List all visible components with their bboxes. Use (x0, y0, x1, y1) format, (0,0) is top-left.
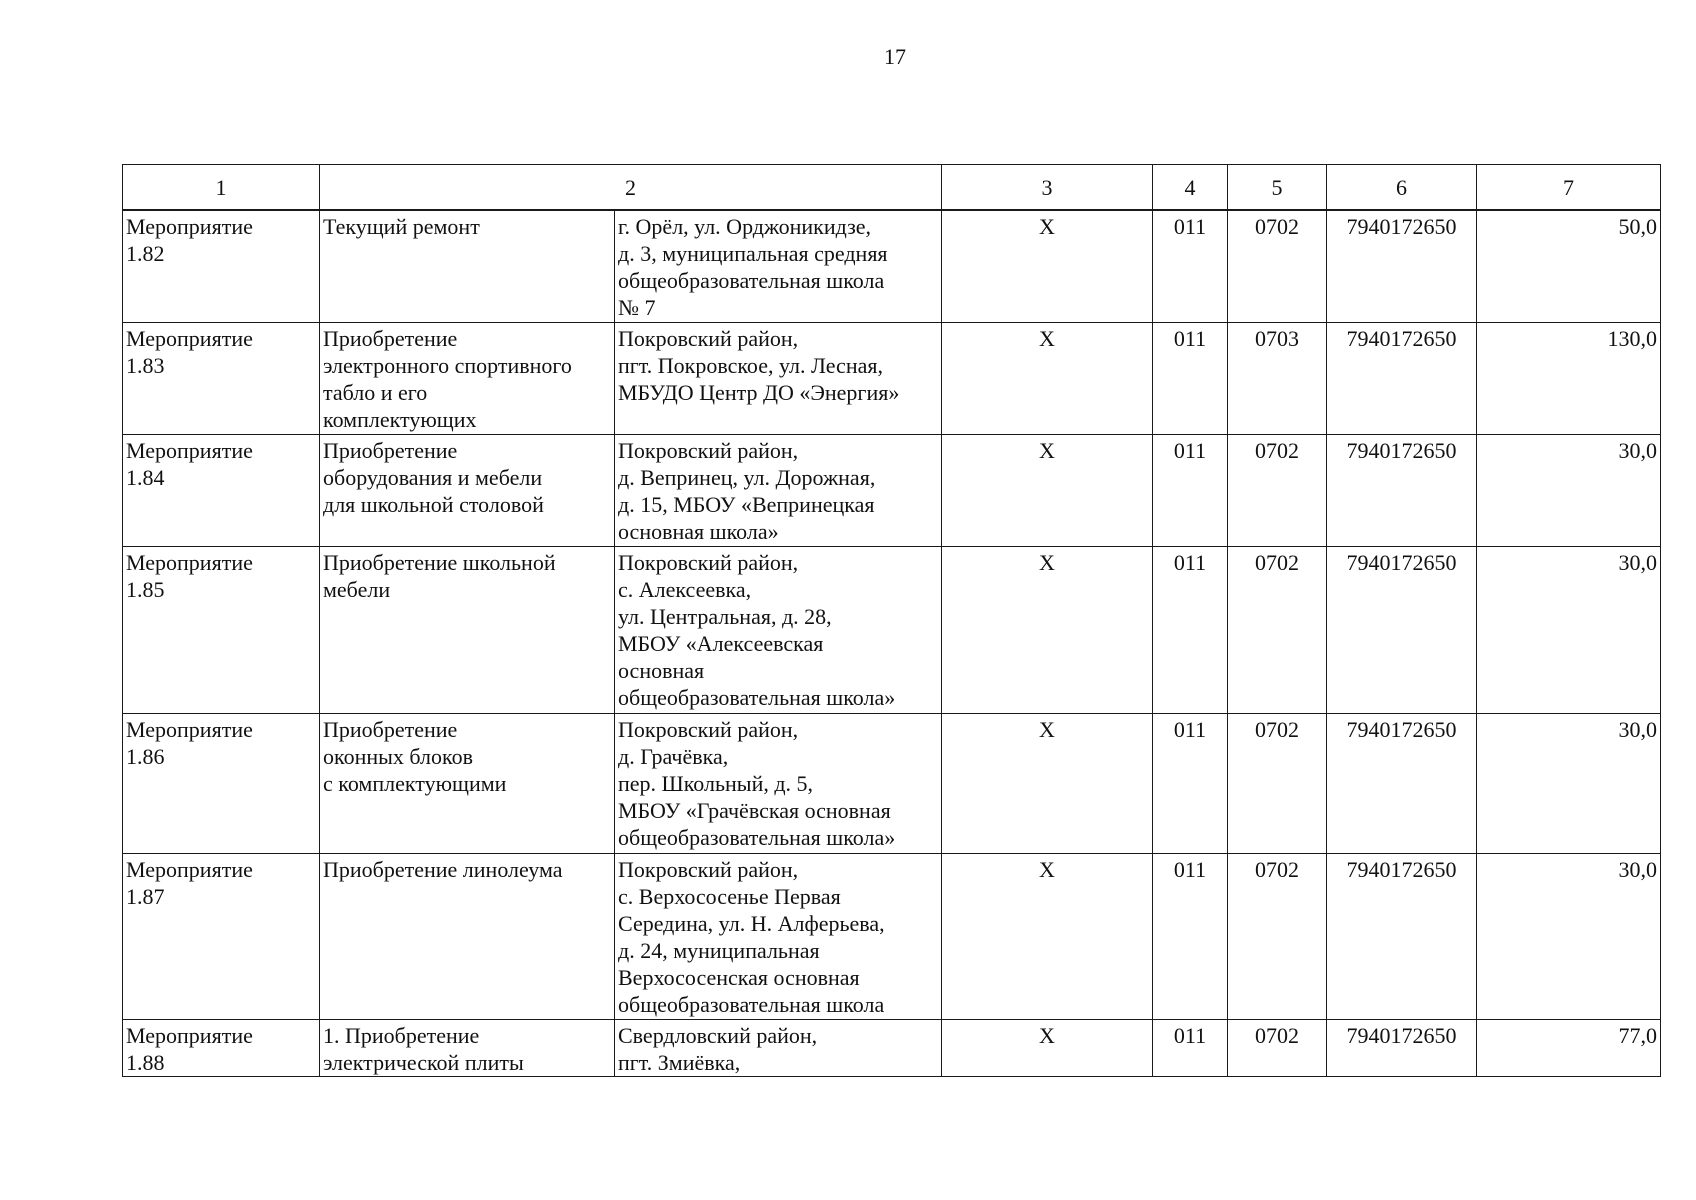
header-col-1: 1 (123, 165, 320, 211)
col6-cell: 7940172650 (1327, 546, 1477, 713)
col6-cell: 7940172650 (1327, 853, 1477, 1019)
col3-cell: Х (942, 434, 1153, 546)
table-row (123, 210, 1661, 322)
address-cell: Покровский район, пгт. Покровское, ул. Лесная, МБУДО Центр ДО «Энергия» (615, 322, 942, 434)
activity-cell: Мероприятие 1.87 (123, 853, 320, 1019)
table-row (123, 322, 1661, 434)
col4-cell: 011 (1153, 210, 1228, 322)
activity-cell: Мероприятие 1.88 (123, 1019, 320, 1076)
col3-cell: Х (942, 546, 1153, 713)
col4-cell: 011 (1153, 853, 1228, 1019)
col4-cell: 011 (1153, 1019, 1228, 1076)
work-cell: Приобретение оконных блоков с комплектующими (320, 713, 615, 853)
work-cell: Приобретение оборудования и мебели для школьной столовой (320, 434, 615, 546)
header-col-4: 4 (1153, 165, 1228, 211)
col6-cell: 7940172650 (1327, 1019, 1477, 1076)
col7-cell: 30,0 (1477, 853, 1661, 1019)
address-cell: Покровский район, с. Алексеевка, ул. Центральная, д. 28, МБОУ «Алексеевская основная общеобразовательная школа» (615, 546, 942, 713)
table-row (123, 713, 1661, 853)
header-col-6: 6 (1327, 165, 1477, 211)
col7-cell: 30,0 (1477, 434, 1661, 546)
col5-cell: 0702 (1228, 434, 1327, 546)
activity-cell: Мероприятие 1.82 (123, 210, 320, 322)
work-cell: 1. Приобретение электрической плиты (320, 1019, 615, 1076)
address-cell: Свердловский район, пгт. Змиёвка, (615, 1019, 942, 1076)
header-col-3: 3 (942, 165, 1153, 211)
col6-cell: 7940172650 (1327, 210, 1477, 322)
activity-cell: Мероприятие 1.86 (123, 713, 320, 853)
col6-cell: 7940172650 (1327, 434, 1477, 546)
col4-cell: 011 (1153, 434, 1228, 546)
address-cell: г. Орёл, ул. Орджоникидзе, д. 3, муниципальная средняя общеобразовательная школа № 7 (615, 210, 942, 322)
table-row (123, 434, 1661, 546)
address-cell: Покровский район, с. Верхососенье Первая Середина, ул. Н. Алферьева, д. 24, муниципальная Верхососенская основная общеобразовательная школа (615, 853, 942, 1019)
col5-cell: 0702 (1228, 1019, 1327, 1076)
col6-cell: 7940172650 (1327, 713, 1477, 853)
header-col-7: 7 (1477, 165, 1661, 211)
page-number: 17 (884, 44, 906, 69)
work-cell: Текущий ремонт (320, 210, 615, 322)
table-row (123, 546, 1661, 713)
address-cell: Покровский район, д. Грачёвка, пер. Школьный, д. 5, МБОУ «Грачёвская основная общеобразовательная школа» (615, 713, 942, 853)
col3-cell: Х (942, 210, 1153, 322)
budget-table (122, 164, 1661, 1077)
col5-cell: 0703 (1228, 322, 1327, 434)
activity-cell: Мероприятие 1.85 (123, 546, 320, 713)
table-header-row (123, 165, 1661, 211)
col5-cell: 0702 (1228, 546, 1327, 713)
col6-cell: 7940172650 (1327, 322, 1477, 434)
header-col-5: 5 (1228, 165, 1327, 211)
col4-cell: 011 (1153, 322, 1228, 434)
activity-cell: Мероприятие 1.84 (123, 434, 320, 546)
activity-cell: Мероприятие 1.83 (123, 322, 320, 434)
work-cell: Приобретение электронного спортивного табло и его комплектующих (320, 322, 615, 434)
work-cell: Приобретение линолеума (320, 853, 615, 1019)
col7-cell: 130,0 (1477, 322, 1661, 434)
table-row (123, 1019, 1661, 1076)
col7-cell: 77,0 (1477, 1019, 1661, 1076)
col3-cell: Х (942, 322, 1153, 434)
col4-cell: 011 (1153, 546, 1228, 713)
col7-cell: 50,0 (1477, 210, 1661, 322)
col4-cell: 011 (1153, 713, 1228, 853)
work-cell: Приобретение школьной мебели (320, 546, 615, 713)
col5-cell: 0702 (1228, 210, 1327, 322)
col3-cell: Х (942, 853, 1153, 1019)
col5-cell: 0702 (1228, 853, 1327, 1019)
col5-cell: 0702 (1228, 713, 1327, 853)
col7-cell: 30,0 (1477, 546, 1661, 713)
table-row (123, 853, 1661, 1019)
col7-cell: 30,0 (1477, 713, 1661, 853)
header-col-2: 2 (320, 165, 942, 211)
address-cell: Покровский район, д. Вепринец, ул. Дорожная, д. 15, МБОУ «Вепринецкая основная школа» (615, 434, 942, 546)
col3-cell: Х (942, 1019, 1153, 1076)
col3-cell: Х (942, 713, 1153, 853)
